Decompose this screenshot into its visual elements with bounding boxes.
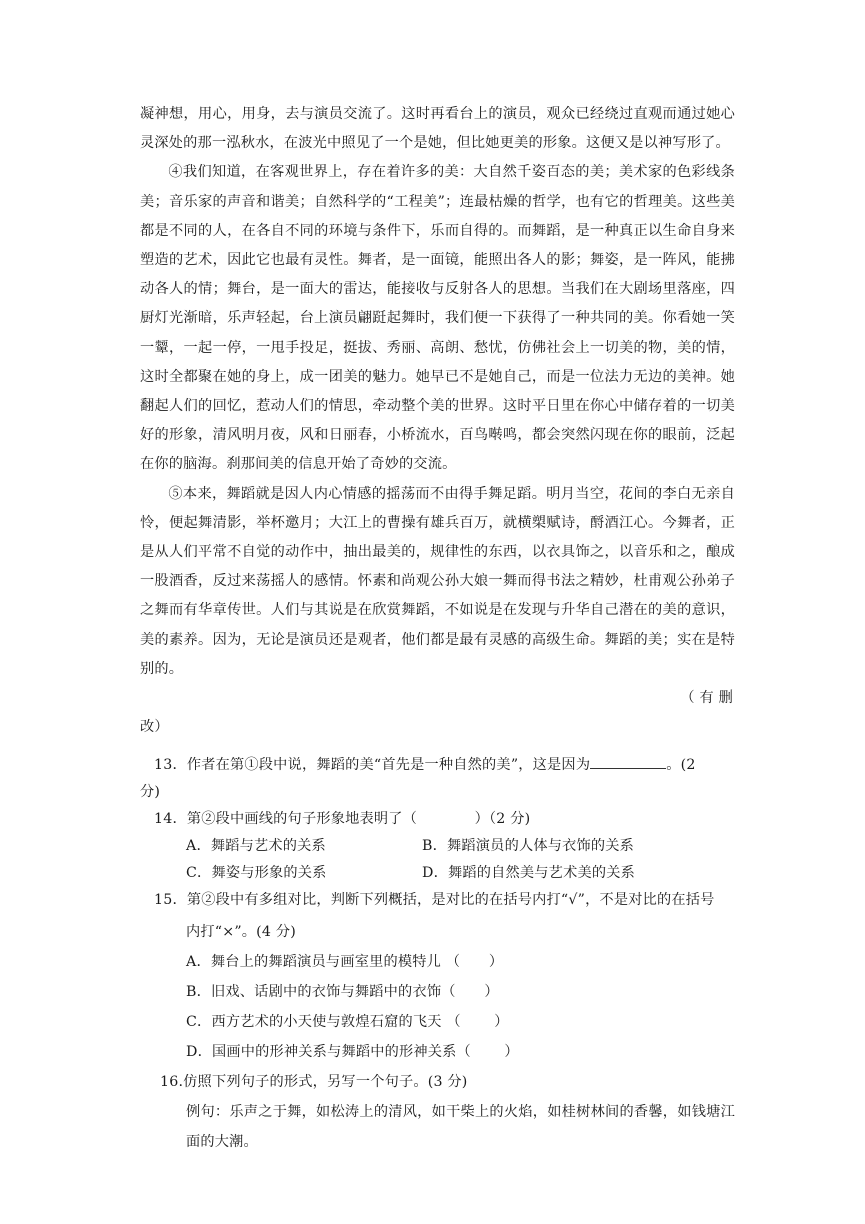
question-15-item-a: A．舞台上的舞蹈演员与画室里的模特儿 （ ） (186, 954, 504, 971)
answer-blank[interactable] (590, 754, 666, 769)
question-15-item-b: B．旧戏、话剧中的衣饰与舞蹈中的衣饰（ ） (186, 984, 499, 1001)
question-15-instruction: 内打“×”。(4 分) (186, 924, 296, 941)
option-d: D．舞蹈的自然美与艺术美的关系 (422, 865, 636, 882)
question-14: 14．第②段中画线的句子形象地表明了（ ）（2 分) (154, 811, 531, 828)
source-note: （ 有 删 (680, 690, 733, 707)
source-note-tail: 改） (140, 719, 169, 736)
passage-paragraph-5: ⑤本来，舞蹈就是因人内心情感的摇荡而不由得手舞足蹈。明月当空，花间的李白无亲自怜，便起舞清影，举杯邀月；大江上的曹操有雄兵百万，就横槊赋诗，酹酒江心。今舞者，正是从人们平常不自觉的动作中，抽出最美的，规律性的东西，以衣具饰之，以音乐和之，酿成一股酒香，反过来荡摇人的感情。怀素和尚观公孙大娘一舞而得书法之精妙，杜甫观公孙弟子之舞而有华章传世。人们与其说是在欣赏舞蹈，不如说是在发现与升华自己潜在的美的意识，美的素养。因为，无论是演员还是观者，他们都是最有灵感的高级生命。舞蹈的美；实在是特别的。 (140, 485, 735, 677)
option-a: A．舞蹈与艺术的关系 (186, 838, 326, 855)
passage-paragraph-4: ④我们知道，在客观世界上，存在着许多的美：大自然千姿百态的美；美术家的色彩线条美；音乐家的声音和谐美；自然科学的“工程美”；连最枯燥的哲学，也有它的哲理美。这些美都是不同的人，在各自不同的环境与条件下，乐而自得的。而舞蹈，是一种真正以生命自身来塑造的艺术，因此它也最有灵性。舞者，是一面镜，能照出各人的影；舞姿，是一阵风，能拂动各人的情；舞台，是一面大的雷达，能接收与反射各人的思想。当我们在大剧场里落座，四厨灯光渐暗，乐声轻起，台上演员翩跹起舞时，我们便一下获得了一种共同的美。你看她一笑一颦，一起一停，一甩手投足，挺拔、秀丽、高朗、愁忧，仿佛社会上一切美的物，美的情，这时全都聚在她的身上，成一团美的魅力。她早已不是她自己，而是一位法力无边的美神。她翻起人们的回忆，惹动人们的情思，牵动整个美的世界。这时平日里在你心中储存着的一切美好的形象，清风明月夜，风和日丽春，小桥流水，百鸟啭鸣，都会突然闪现在你的眼前，泛起在你的脑海。刹那间美的信息开始了奇妙的交流。 (140, 164, 735, 473)
question-15: 15．第②段中有多组对比，判断下列概括，是对比的在括号内打“√”，不是对比的在括号 (154, 892, 715, 909)
question-15-item-c: C．西方艺术的小天使与敦煌石窟的飞天 （ ） (186, 1014, 509, 1031)
passage-paragraph-3-continued: 凝神想，用心，用身，去与演员交流了。这时再看台上的演员，观众已经绕过直观而通过她心灵深处的那一泓秋水，在波光中照见了一个是她，但比她更美的形象。这便又是以神写形了。 (140, 106, 735, 152)
option-b: B．舞蹈演员的人体与衣饰的关系 (422, 838, 635, 855)
option-c: C．舞姿与形象的关系 (186, 865, 327, 882)
questions-section (140, 752, 735, 1157)
question-15-item-d: D．国画中的形神关系与舞蹈中的形神关系（ ） (186, 1044, 519, 1061)
question-14-options-row-1 (140, 833, 735, 860)
question-16: 16.仿照下列句子的形式，另写一个句子。(3 分) (160, 1074, 468, 1091)
question-13 (140, 752, 735, 779)
question-13-text: 13．作者在第①段中说，舞蹈的美“首先是一种自然的美”，这是因为 (154, 757, 591, 774)
question-14-options-row-2 (140, 860, 735, 887)
question-16-example: 例句：乐声之于舞，如松涛上的清风，如干柴上的火焰，如桂树林间的香馨，如钱塘江面的大潮。 (186, 1104, 735, 1151)
page-content (140, 100, 735, 1157)
question-13-points: 。(2 (666, 757, 696, 774)
question-13-points-tail: 分) (140, 784, 161, 801)
